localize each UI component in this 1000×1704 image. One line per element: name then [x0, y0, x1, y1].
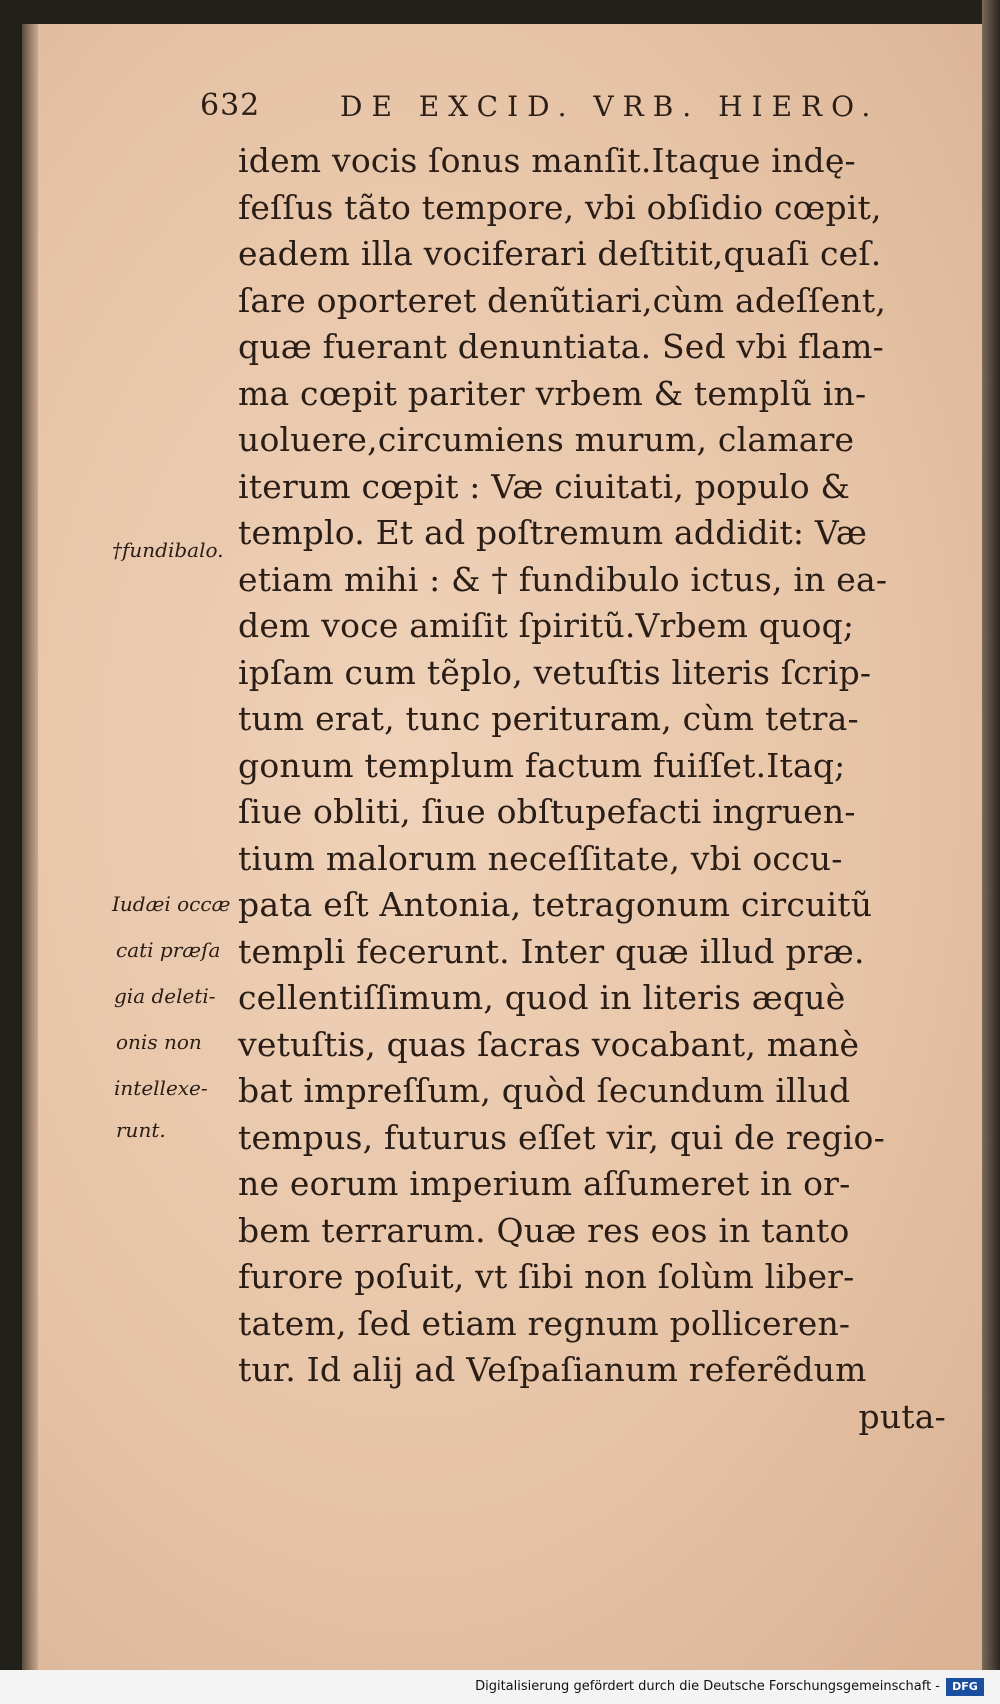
- text-line: iterum cœpit : Væ ciuitati, populo &: [238, 466, 851, 506]
- text-line: eadem illa vociferari deſtitit,quaſi ceſ.: [238, 234, 882, 273]
- page-header: [200, 88, 900, 136]
- text-line: ma cœpit pariter vrbem & templũ in-: [238, 373, 867, 413]
- text-line: tum erat, tunc perituram, cùm tetra-: [238, 699, 859, 738]
- text-line: quæ fuerant denuntiata. Sed vbi flam-: [238, 327, 885, 366]
- text-line: pata eſt Antonia, tetragonum circuitũ: [238, 885, 873, 924]
- text-line: templi fecerunt. Inter quæ illud præ.: [238, 931, 865, 971]
- margin-note-line: cati præſa: [116, 938, 221, 962]
- text-line: dem voce amiſit ſpiritũ.Vrbem quoq;: [238, 606, 855, 645]
- dfg-logo-badge: DFG: [946, 1678, 984, 1696]
- text-line: etiam mihi : & † fundibulo ictus, in ea-: [238, 559, 888, 599]
- footer-bar: [0, 1670, 1000, 1704]
- margin-note-line: intellexe-: [114, 1076, 208, 1100]
- digitization-credit: Digitalisierung gefördert durch die Deutsche Forschungsgemeinschaft -: [475, 1679, 940, 1694]
- catchword: puta-: [858, 1396, 946, 1436]
- margin-note-line: Iudæi occæ: [112, 892, 231, 916]
- text-line: ipſam cum tẽplo, vetuſtis literis ſcrip-: [238, 652, 872, 692]
- margin-note-fundibalo: †fundibalo.: [112, 538, 224, 562]
- text-line: feſſus tãto tempore, vbi obſidio cœpit,: [238, 187, 882, 227]
- text-line: tium malorum neceſſitate, vbi occu-: [238, 838, 843, 878]
- text-line: ne eorum imperium aſſumeret in or-: [238, 1164, 851, 1203]
- text-line: cellentiſſimum, quod in literis æquè: [238, 978, 846, 1017]
- text-line: ſare oporteret denũtiari,cùm adeſſent,: [238, 280, 887, 320]
- margin-note-line: onis non: [116, 1030, 202, 1054]
- body-text: [238, 138, 958, 1440]
- text-line: idem vocis ſonus manſit.Itaque indę-: [238, 141, 856, 180]
- text-line: vetuſtis, quas ſacras vocabant, manè: [238, 1024, 860, 1064]
- margin-note-line: gia deleti-: [114, 984, 216, 1008]
- page-number: 632: [200, 88, 261, 123]
- text-line: templo. Et ad poſtremum addidit: Væ: [238, 513, 868, 552]
- text-line: ſiue obliti, ſiue obſtupefacti ingruen-: [238, 792, 856, 831]
- running-head: DE EXCID. VRB. HIERO.: [340, 90, 880, 123]
- text-line: gonum templum factum fuiſſet.Itaq;: [238, 745, 846, 785]
- margin-note-line: runt.: [116, 1118, 166, 1142]
- book-spine: [22, 24, 38, 1670]
- text-line: furore poſuit, vt ſibi non ſolùm liber-: [238, 1257, 855, 1296]
- text-line: tempus, futurus eſſet vir, qui de regio-: [238, 1117, 885, 1157]
- text-line: bat impreſſum, quòd ſecundum illud: [238, 1071, 851, 1110]
- text-line: tatem, ſed etiam regnum polliceren-: [238, 1303, 851, 1343]
- text-line: bem terrarum. Quæ res eos in tanto: [238, 1210, 850, 1250]
- page-right-edge: [982, 0, 1000, 1704]
- text-line: uoluere,circumiens murum, clamare: [238, 420, 855, 459]
- text-line: tur. Id alij ad Veſpaſianum referẽdum: [238, 1350, 867, 1389]
